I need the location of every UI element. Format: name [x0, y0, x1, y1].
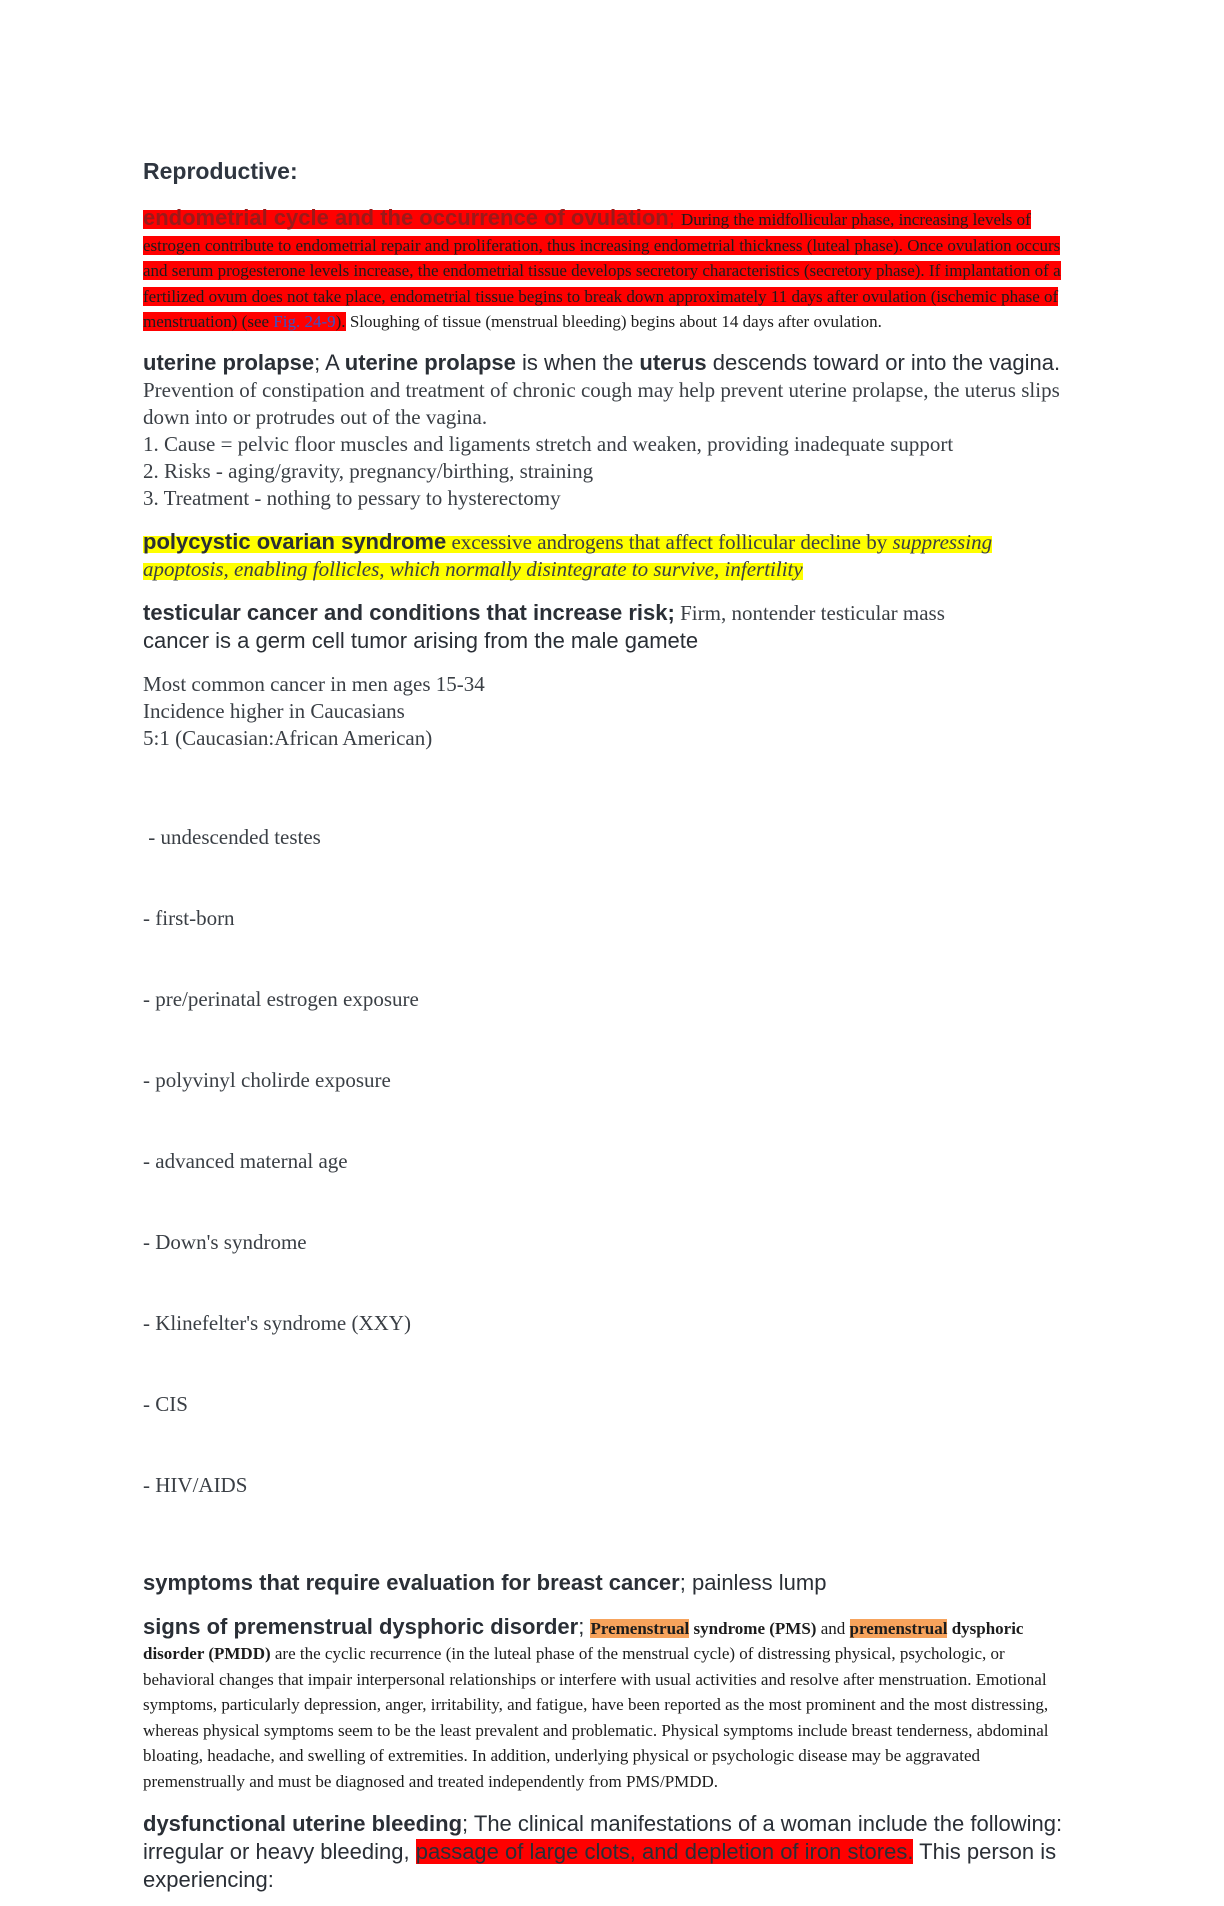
prolapse-text-1: ; A [314, 349, 345, 375]
pcos-highlight [143, 528, 993, 581]
prolapse-text-2: is when the [515, 349, 640, 375]
pmdd-highlight-1: Premenstrual [590, 1618, 690, 1638]
dub-end: This person is experiencing: [143, 1839, 1057, 1892]
prolapse-text-3: descends toward or into the vagina. [706, 349, 1061, 375]
testicular-paragraph [143, 599, 1073, 1553]
list-item: Incidence higher in Caucasians [143, 698, 405, 723]
dub-text: ; The clinical manifestations of a woman include the following: irregular or heavy bleeding, [143, 1811, 1063, 1864]
list-item: 3. Treatment - nothing to pessary to hysterectomy [143, 485, 561, 510]
list-item: - undescended testes [143, 824, 321, 849]
list-item: - Down's syndrome [143, 1229, 307, 1254]
testicular-sans: cancer is a germ cell tumor arising from the male gamete [143, 627, 699, 653]
breast-paragraph [143, 1569, 1073, 1597]
endometrial-sep: ; [668, 205, 681, 230]
pcos-paragraph [143, 528, 1073, 583]
dub-paragraph [143, 1810, 1073, 1894]
list-item: - CIS [143, 1391, 188, 1416]
prolapse-title: uterine prolapse [143, 349, 315, 375]
pmdd-bold-1: syndrome (PMS) [689, 1618, 817, 1638]
pmdd-paragraph [143, 1613, 1073, 1795]
pmdd-text: are the cyclic recurrence (in the luteal phase of the menstrual cycle) of distressing physical, psychologic, or behavioral changes that impair interpersonal relationships or interfere with usual activities and resolve after menstruation. Emotional symptoms, particularly depression, anger, irritability, and fatigue, have been reported as the most prominent and the most distressing, whereas physical symptoms seem to be the least prevalent and problematic. Physical symptoms include breast tenderness, abdominal bloating, headache, and swelling of extremities. In addition, underlying physical or psychologic disease may be aggravated premenstrually and must be diagnosed and treated independently from PMS/PMDD. [143, 1644, 1049, 1791]
list-item: - pre/perinatal estrogen exposure [143, 986, 419, 1011]
list-item: - polyvinyl cholirde exposure [143, 1067, 391, 1092]
pmdd-sep: ; [578, 1613, 591, 1639]
prolapse-bold-2: uterus [639, 349, 707, 375]
pmdd-bold-2: dysphoric disorder (PMDD) [143, 1618, 1024, 1663]
breast-title: symptoms that require evaluation for breast cancer [143, 1569, 680, 1595]
prolapse-paragraph [143, 349, 1073, 512]
list-item: - Klinefelter's syndrome (XXY) [143, 1310, 411, 1335]
pcos-title: polycystic ovarian syndrome [143, 528, 447, 554]
breast-text: ; painless lump [679, 1569, 827, 1595]
section-heading: Reproductive: [143, 158, 298, 184]
testicular-title: testicular cancer and conditions that increase risk; [143, 599, 675, 625]
list-item: 2. Risks - aging/gravity, pregnancy/birthing, straining [143, 458, 594, 483]
prolapse-list [143, 431, 1073, 512]
figure-link[interactable]: Fig. 24-9 [273, 312, 336, 331]
document-page [143, 158, 1073, 1906]
pmdd-title: signs of premenstrual dysphoric disorder [143, 1613, 579, 1639]
pcos-italic-text: suppressing apoptosis, enabling follicles, which normally disintegrate to survive, infertility [143, 529, 993, 581]
testicular-risks [143, 770, 1073, 1553]
dub-highlight: passage of large clots, and depletion of iron stores. [415, 1839, 914, 1864]
endometrial-plain-text: Sloughing of tissue (menstrual bleeding) begins about 14 days after ovulation. [345, 312, 882, 331]
list-item: - advanced maternal age [143, 1148, 348, 1173]
testicular-facts [143, 671, 1073, 752]
list-item: - HIV/AIDS [143, 1472, 248, 1497]
pcos-text: excessive androgens that affect follicular decline by [446, 529, 893, 554]
prolapse-bold-1: uterine prolapse [344, 349, 516, 375]
endometrial-close: ). [335, 312, 346, 331]
dub-title: dysfunctional uterine bleeding [143, 1811, 463, 1836]
pmdd-and: and [816, 1618, 850, 1638]
endometrial-text: During the midfollicular phase, increasing levels of estrogen contribute to endometrial repair and proliferation, thus increasing endometrial thickness (luteal phase). Once ovulation occurs and serum progesterone levels increase, the endometrial tissue develops secretory characteristics (secretory phase). If implantation of a fertilized ovum does not take place, endometrial tissue begins to break down approximately 11 days after ovulation (ischemic phase of menstruation) (see [143, 210, 1061, 331]
testicular-serif: Firm, nontender testicular mass [674, 600, 945, 625]
endometrial-paragraph [143, 205, 1073, 335]
list-item: 5:1 (Caucasian:African American) [143, 725, 433, 750]
list-item: 1. Cause = pelvic floor muscles and ligaments stretch and weaken, providing inadequate support [143, 431, 954, 456]
endometrial-title: endometrial cycle and the occurrence of ovulation [143, 205, 669, 230]
list-item: - first-born [143, 905, 235, 930]
prolapse-serif-text: Prevention of constipation and treatment of chronic cough may help prevent uterine prolapse, the uterus slips down into or protrudes out of the vagina. [143, 377, 1060, 429]
pmdd-highlight-2: premenstrual [849, 1618, 948, 1638]
list-item: Most common cancer in men ages 15-34 [143, 671, 485, 696]
